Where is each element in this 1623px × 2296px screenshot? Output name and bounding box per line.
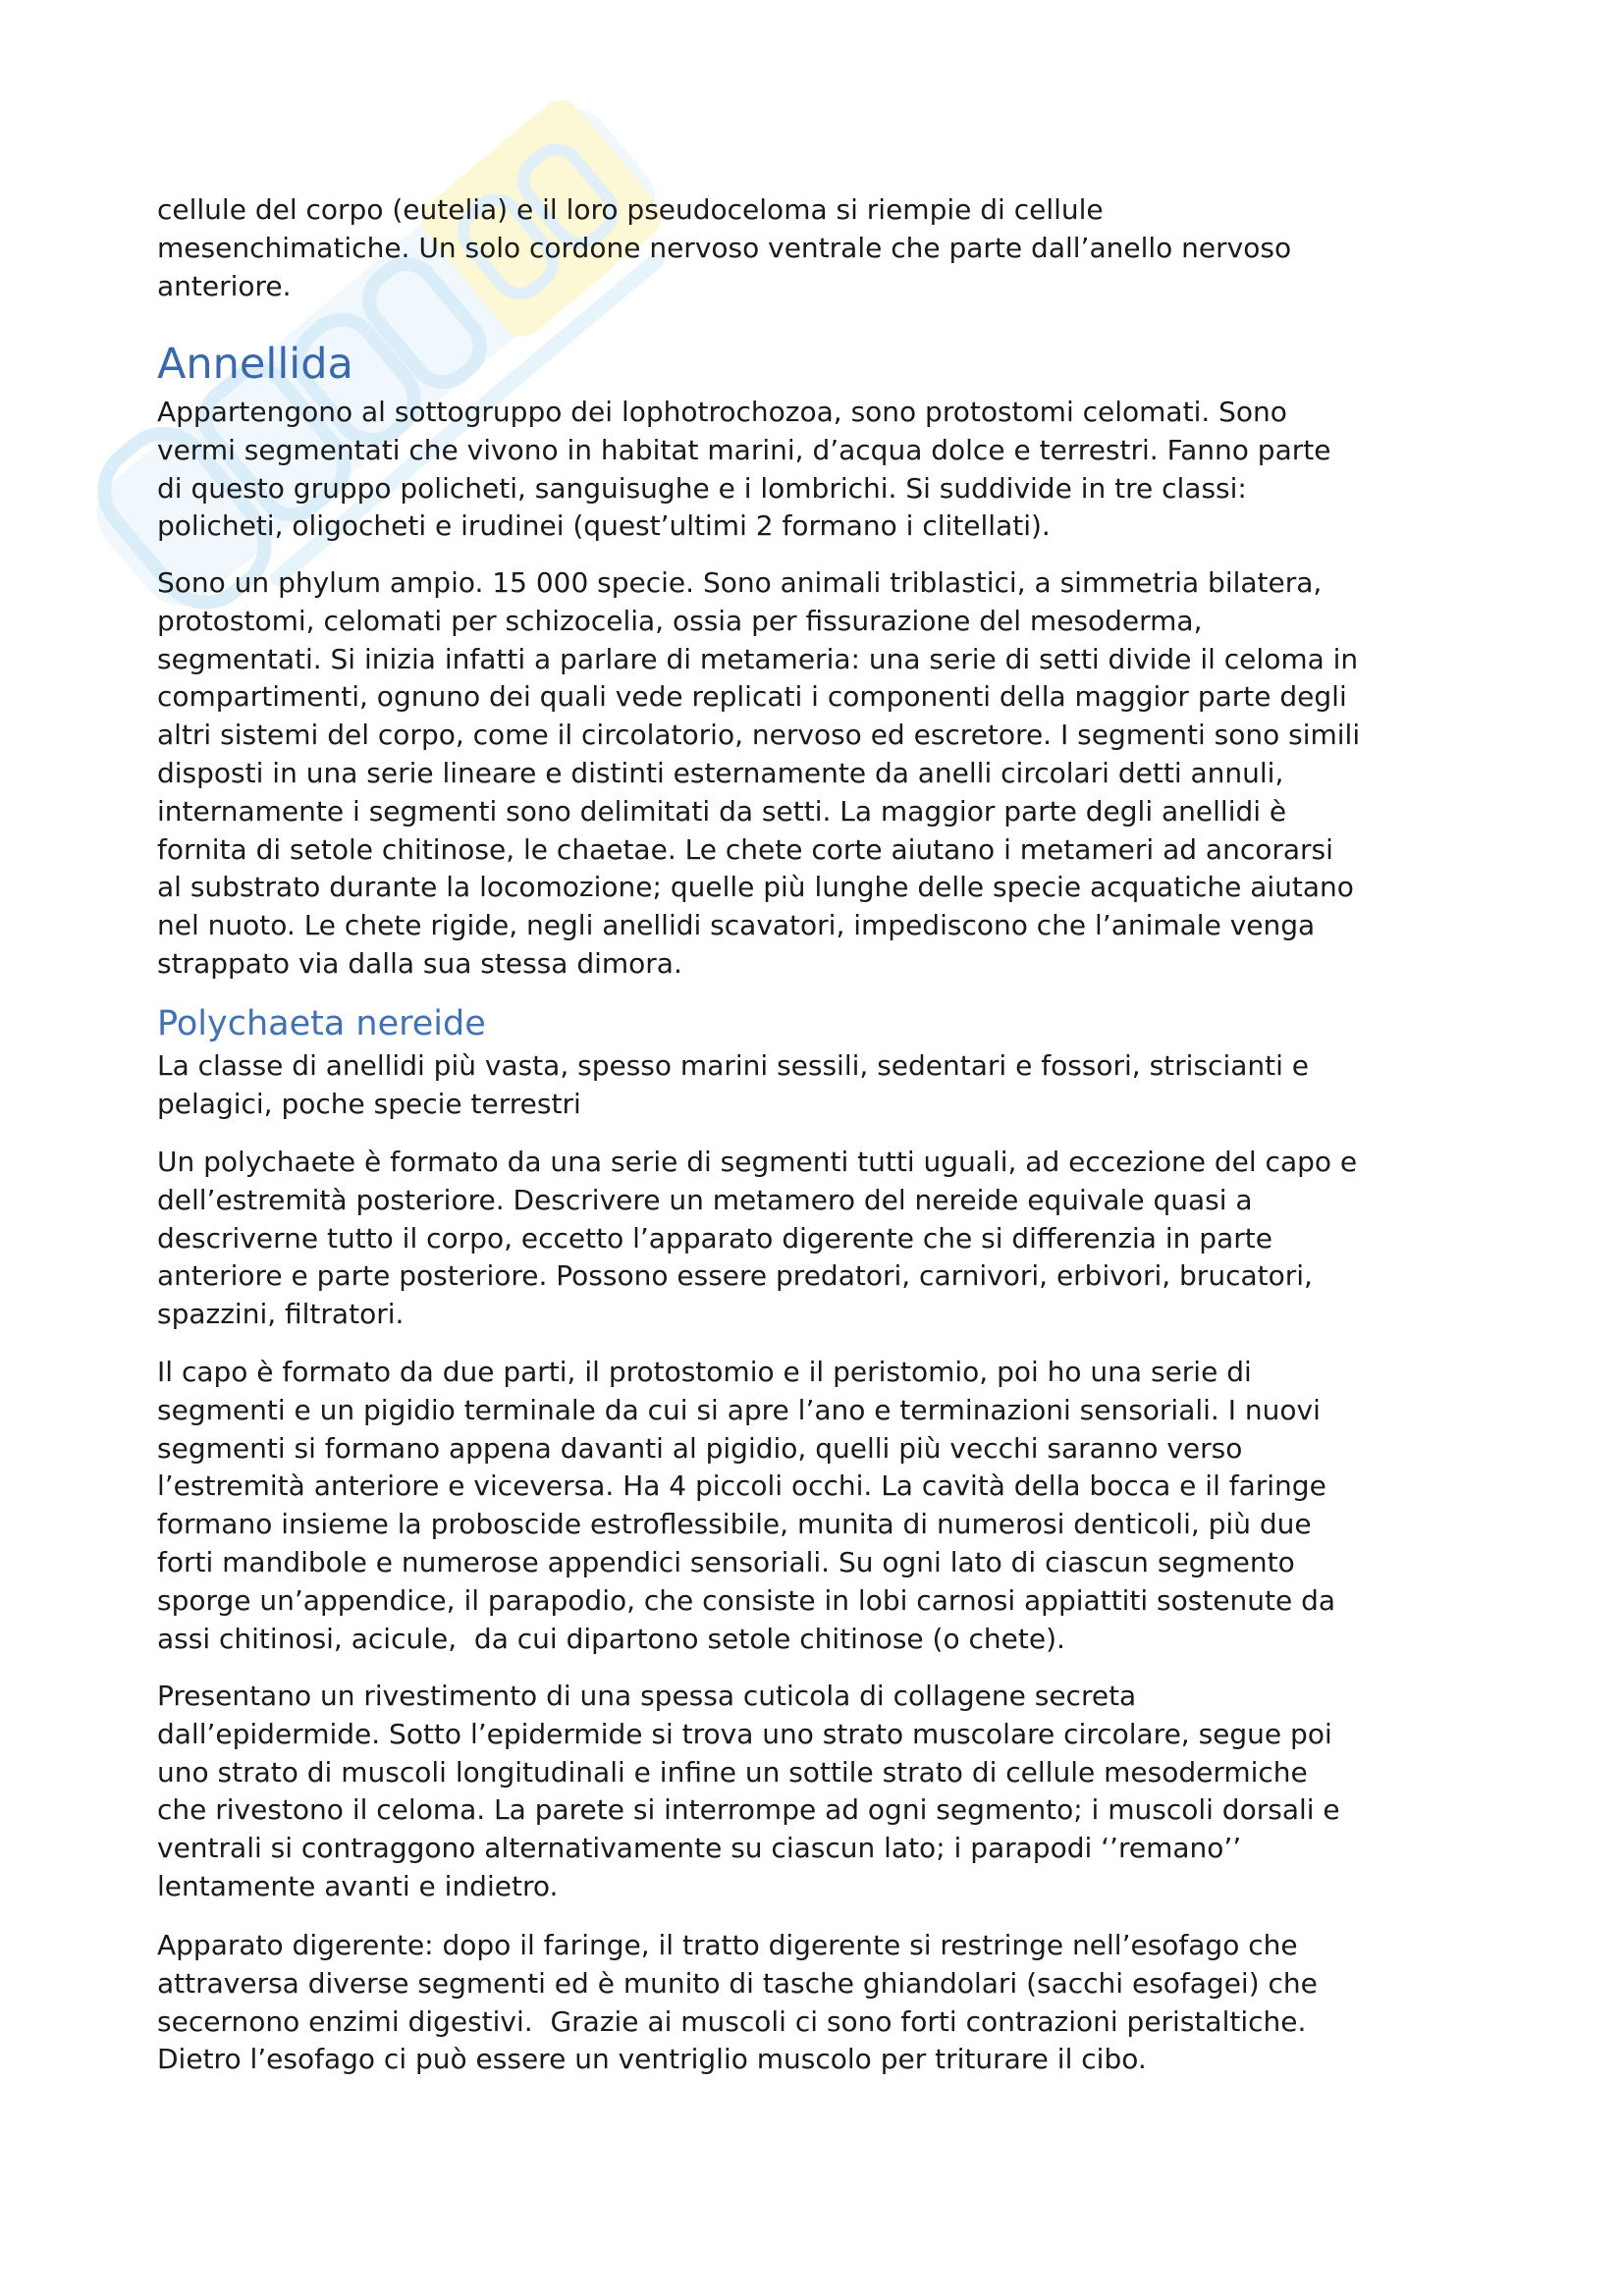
paragraph-line: Sono un phylum ampio. 15 000 specie. Sono animali triblastici, a simmetria bilatera, [157,566,1323,599]
polychaeta-paragraph-5 [157,1927,1318,2079]
paragraph-line: segmenti e un pigidio terminale da cui si apre l’ano e terminazioni sensoriali. I nuovi [157,1393,1321,1426]
paragraph-line: La classe di anellidi più vasta, spesso marini sessili, sedentari e fossori, striscianti e [157,1049,1310,1082]
paragraph-line: pelagici, poche specie terrestri [157,1087,581,1120]
paragraph-line: Appartengono al sottogruppo dei lophotrochozoa, sono protostomi celomati. Sono [157,396,1287,428]
annellida-paragraph-1 [157,394,1330,546]
paragraph-line: di questo gruppo policheti, sanguisughe e i lombrichi. Si suddivide in tre classi: [157,471,1247,505]
paragraph-line: assi chitinosi, acicule, da cui dipartono setole chitinose (o chete). [157,1622,1065,1655]
polychaeta-paragraph-3 [157,1354,1335,1658]
paragraph-line: disposti in una serie lineare e distinti esternamente da anelli circolari detti annuli, [157,756,1284,789]
paragraph-line: sporge un’appendice, il parapodio, che consiste in lobi carnosi appiattiti sostenute da [157,1583,1336,1617]
paragraph-line: Il capo è formato da due parti, il protostomio e il peristomio, poi ho una serie di [157,1356,1252,1388]
paragraph-line: Un polychaete è formato da una serie di segmenti tutti uguali, ad eccezione del capo e [157,1146,1358,1178]
intro-paragraph [157,191,1291,305]
paragraph-line: segmenti si formano appena davanti al pigidio, quelli più vecchi saranno verso [157,1431,1243,1465]
paragraph-line: che rivestono il celoma. La parete si interrompe ad ogni segmento; i muscoli dorsali e [157,1793,1340,1827]
polychaeta-paragraph-2 [157,1144,1357,1334]
polychaeta-paragraph-1 [157,1047,1309,1124]
polychaeta-paragraph-4 [157,1678,1340,1906]
paragraph-line: anteriore e parte posteriore. Possono essere predatori, carnivori, erbivori, brucatori, [157,1259,1313,1293]
paragraph-line: ventrali si contraggono alternativamente su ciascun lato; i parapodi ‘’remano’’ [157,1832,1242,1865]
paragraph-line: dall’epidermide. Sotto l’epidermide si trova uno strato muscolare circolare, segue poi [157,1717,1332,1750]
subheading-title: Polychaeta nereide [157,1004,486,1043]
paragraph-line: spazzini, filtratori. [157,1298,405,1331]
paragraph-line: policheti, oligocheti e irudinei (quest’ultimi 2 formano i clitellati). [157,509,1051,543]
paragraph-line: al substrato durante la locomozione; quelle più lunghe delle specie acquatiche aiutano [157,871,1354,904]
paragraph-line: cellule del corpo (eutelia) e il loro pseudoceloma si riempie di cellule [157,193,1104,226]
paragraph-line: dell’estremità posteriore. Descrivere un metamero del nereide equivale quasi a [157,1183,1253,1216]
paragraph-line: fornita di setole chitinose, le chaetae. Le chete corte aiutano i metameri ad ancorarsi [157,832,1333,866]
paragraph-line: descriverne tutto il corpo, eccetto l’apparato digerente che si differenzia in parte [157,1221,1272,1255]
paragraph-line: forti mandibole e numerose appendici sensoriali. Su ogni lato di ciascun segmento [157,1545,1295,1578]
paragraph-line: internamente i segmenti sono delimitati da setti. La maggior parte degli anellidi è [157,794,1287,828]
paragraph-line: altri sistemi del corpo, come il circolatorio, nervoso ed escretore. I segmenti sono simili [157,719,1361,752]
paragraph-line: anteriore. [157,269,292,302]
section-heading-polychaeta [157,1002,486,1045]
paragraph-line: mesenchimatiche. Un solo cordone nervoso ventrale che parte dall’anello nervoso [157,231,1292,264]
paragraph-line: attraversa diverse segmenti ed è munito di tasche ghiandolari (sacchi esofagei) che [157,1966,1318,2000]
paragraph-line: uno strato di muscoli longitudinali e infine un sottile strato di cellule mesodermiche [157,1755,1308,1789]
paragraph-line: Apparato digerente: dopo il faringe, il tratto digerente si restringe nell’esofago che [157,1929,1298,1961]
paragraph-line: nel nuoto. Le chete rigide, negli anellidi scavatori, impediscono che l’animale venga [157,909,1316,942]
paragraph-line: Presentano un rivestimento di una spessa cuticola di collagene secreta [157,1680,1137,1712]
paragraph-line: segmentati. Si inizia infatti a parlare di metameria: una serie di setti divide il celoma in [157,642,1359,675]
paragraph-line: l’estremità anteriore e viceversa. Ha 4 piccoli occhi. La cavità della bocca e il faringe [157,1469,1326,1503]
paragraph-line: protostomi, celomati per schizocelia, ossia per fissurazione del mesoderma, [157,604,1203,637]
paragraph-line: Dietro l’esofago ci può essere un ventriglio muscolo per triturare il cibo. [157,2043,1147,2076]
paragraph-line: lentamente avanti e indietro. [157,1869,559,1902]
paragraph-line: formano insieme la proboscide estroflessibile, munita di numerosi denticoli, più due [157,1508,1312,1541]
section-heading-annellida [157,339,353,390]
heading-title: Annellida [157,340,353,389]
annellida-paragraph-2 [157,564,1360,984]
paragraph-line: secernono enzimi digestivi. Grazie ai muscoli ci sono forti contrazioni peristaltiche. [157,2004,1307,2038]
paragraph-line: strappato via dalla sua stessa dimora. [157,946,682,980]
paragraph-line: compartimenti, ognuno dei quali vede replicati i componenti della maggior parte degli [157,680,1347,714]
paragraph-line: vermi segmentati che vivono in habitat marini, d’acqua dolce e terrestri. Fanno parte [157,433,1331,466]
